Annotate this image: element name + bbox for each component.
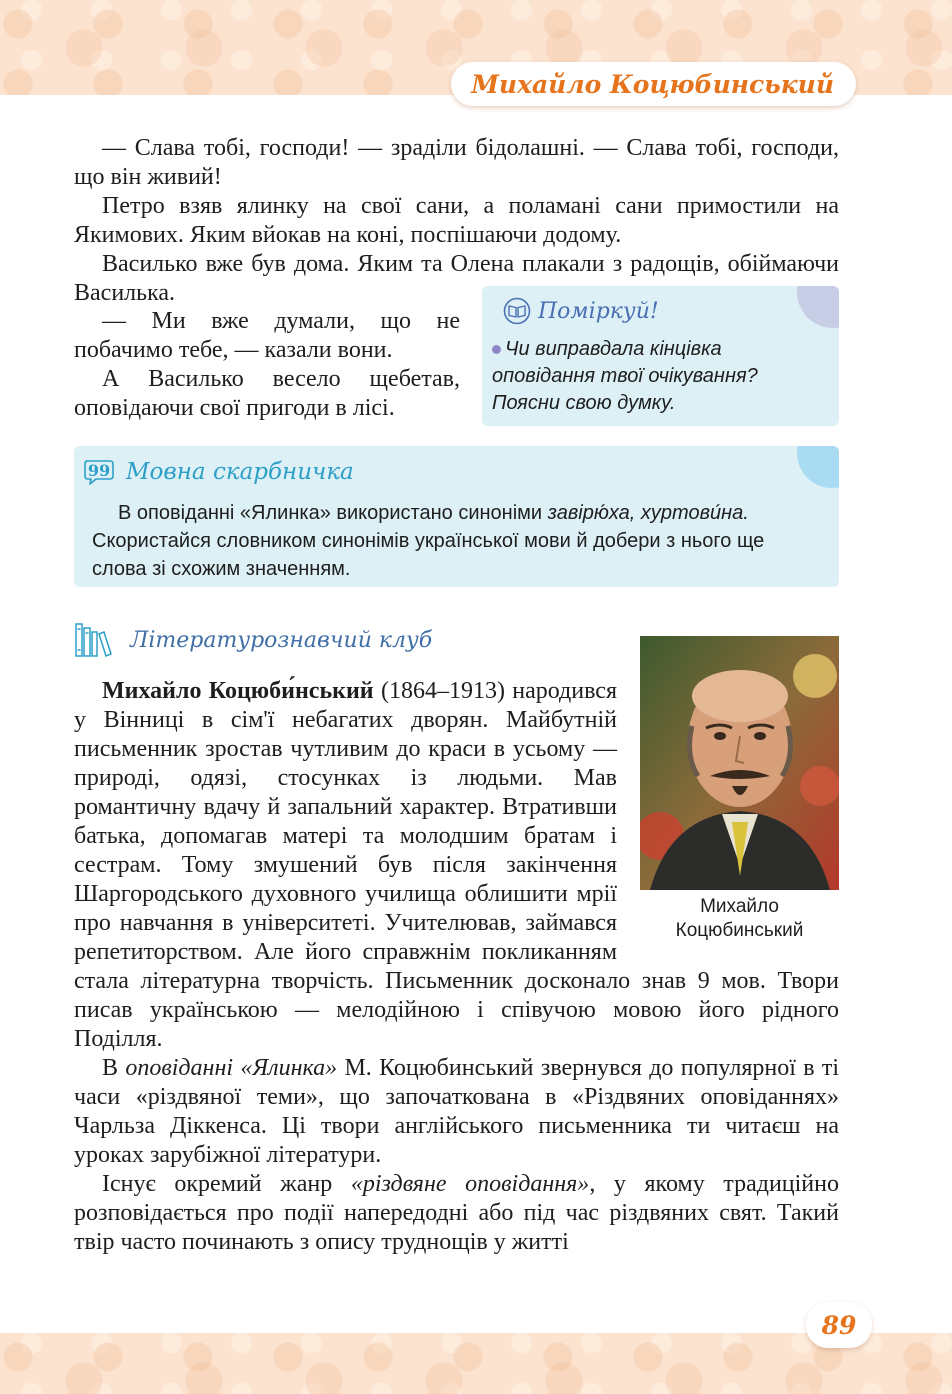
treasure-box-corner	[797, 446, 839, 488]
p2-c: М. Коцюбинський звернувся до популярної в ті часи «різдвяної теми», що започаткована в «Різдвяних оповіданнях» Чарльза Діккенса. Ці твори англійського письменника ти читаєш на уроках зарубіжної літератури.	[74, 1055, 839, 1168]
genre-paragraph-2	[74, 1170, 839, 1257]
think-box-text: Чи виправдала кінцівка оповідання твої очікування? Поясни свою думку.	[492, 338, 758, 414]
think-box-title: Поміркуй!	[538, 298, 659, 324]
story-paragraph-5: А Василько весело щебетав, оповідаючи свої пригоди в лісі.	[74, 366, 460, 421]
story-paragraph-3: Василько вже був дома. Яким та Олена плакали з радощів, обіймаючи Василька.	[74, 251, 839, 306]
story-paragraph-1: — Слава тобі, господи! — зраділи бідолашні. — Слава тобі, господи, що він живий!	[74, 135, 839, 190]
open-book-icon	[502, 297, 532, 325]
p3-c: , у якому традиційно розповідається про події напередодні або під час різдвяних свят. Такий твір часто починають з опису труднощів у житті	[74, 1171, 839, 1255]
treasure-text-after: Скористайся словником синонімів української мови й добери з нього ще слова зі схожим значенням.	[92, 530, 765, 580]
caption-line-1: Михайло	[700, 896, 779, 917]
think-box-corner	[797, 286, 839, 328]
portrait-spacer	[617, 677, 839, 960]
p3-italic: «різдвяне оповідання»	[350, 1171, 590, 1197]
chapter-title: Михайло Коцюбинський	[471, 69, 834, 99]
story-text-top	[74, 134, 839, 308]
treasure-text-synonyms: завірю́ха, хуртови́на.	[547, 502, 749, 524]
chapter-header	[451, 62, 856, 106]
biography-text	[74, 677, 839, 1257]
page-number-badge	[806, 1302, 872, 1348]
p2-italic: оповіданні «Ялинка»	[125, 1055, 338, 1081]
treasure-box-header	[82, 457, 354, 487]
page-number: 89	[821, 1310, 857, 1340]
bottom-ornament-band	[0, 1333, 952, 1394]
think-box-question	[492, 336, 812, 417]
p3-a: Існує окремий жанр	[102, 1171, 351, 1197]
svg-text:99: 99	[87, 461, 111, 480]
literary-club-title: Літературознавчий клуб	[130, 627, 433, 653]
treasure-text-before: В оповіданні «Ялинка» використано синоніми	[118, 502, 548, 524]
bullet-dot	[492, 345, 501, 354]
quote-bubble-icon	[82, 457, 116, 487]
bio-name: Михайло Коцюби́нський	[102, 678, 374, 704]
bookshelf-icon	[74, 620, 114, 660]
literary-club-header	[74, 620, 432, 660]
story-paragraph-4: — Ми вже думали, що не побачимо тебе, — казали вони.	[74, 308, 460, 363]
story-paragraph-2: Петро взяв ялинку на свої сани, а поламані сани примостили на Якимових. Яким вйокав на коні, поспішаючи додому.	[74, 193, 839, 248]
genre-paragraph-1	[74, 1054, 839, 1170]
treasure-box-title: Мовна скарбничка	[126, 459, 354, 485]
treasure-box-text	[92, 499, 822, 583]
think-box	[482, 286, 839, 426]
caption-line-2: Коцюбинський	[675, 920, 804, 941]
bio-text: (1864–1913) народився у Вінниці в сім'ї небагатих дворян. Майбутній письменник зростав чутливим до краси в усьому — природі, одязі, стосунках із людьми. Мав романтичну вдачу й запальний характер. Втративши батька, допомагав матері та молодшим братам і сестрам. Тому змушений був після закінчення Шаргородського духовного училища облишити мрії про навчання в університеті. Учителював, займався репетиторством. Але його справжнім покликанням стала літературна творчість. Письменник досконало знав 9 мов. Твори писав українською — мелодійною і співучою мовою його рідного Поділля.	[74, 678, 839, 1052]
language-treasure-box	[74, 446, 839, 587]
p2-a: В	[102, 1055, 126, 1081]
story-text-narrow	[74, 307, 460, 423]
think-box-header	[502, 297, 659, 325]
